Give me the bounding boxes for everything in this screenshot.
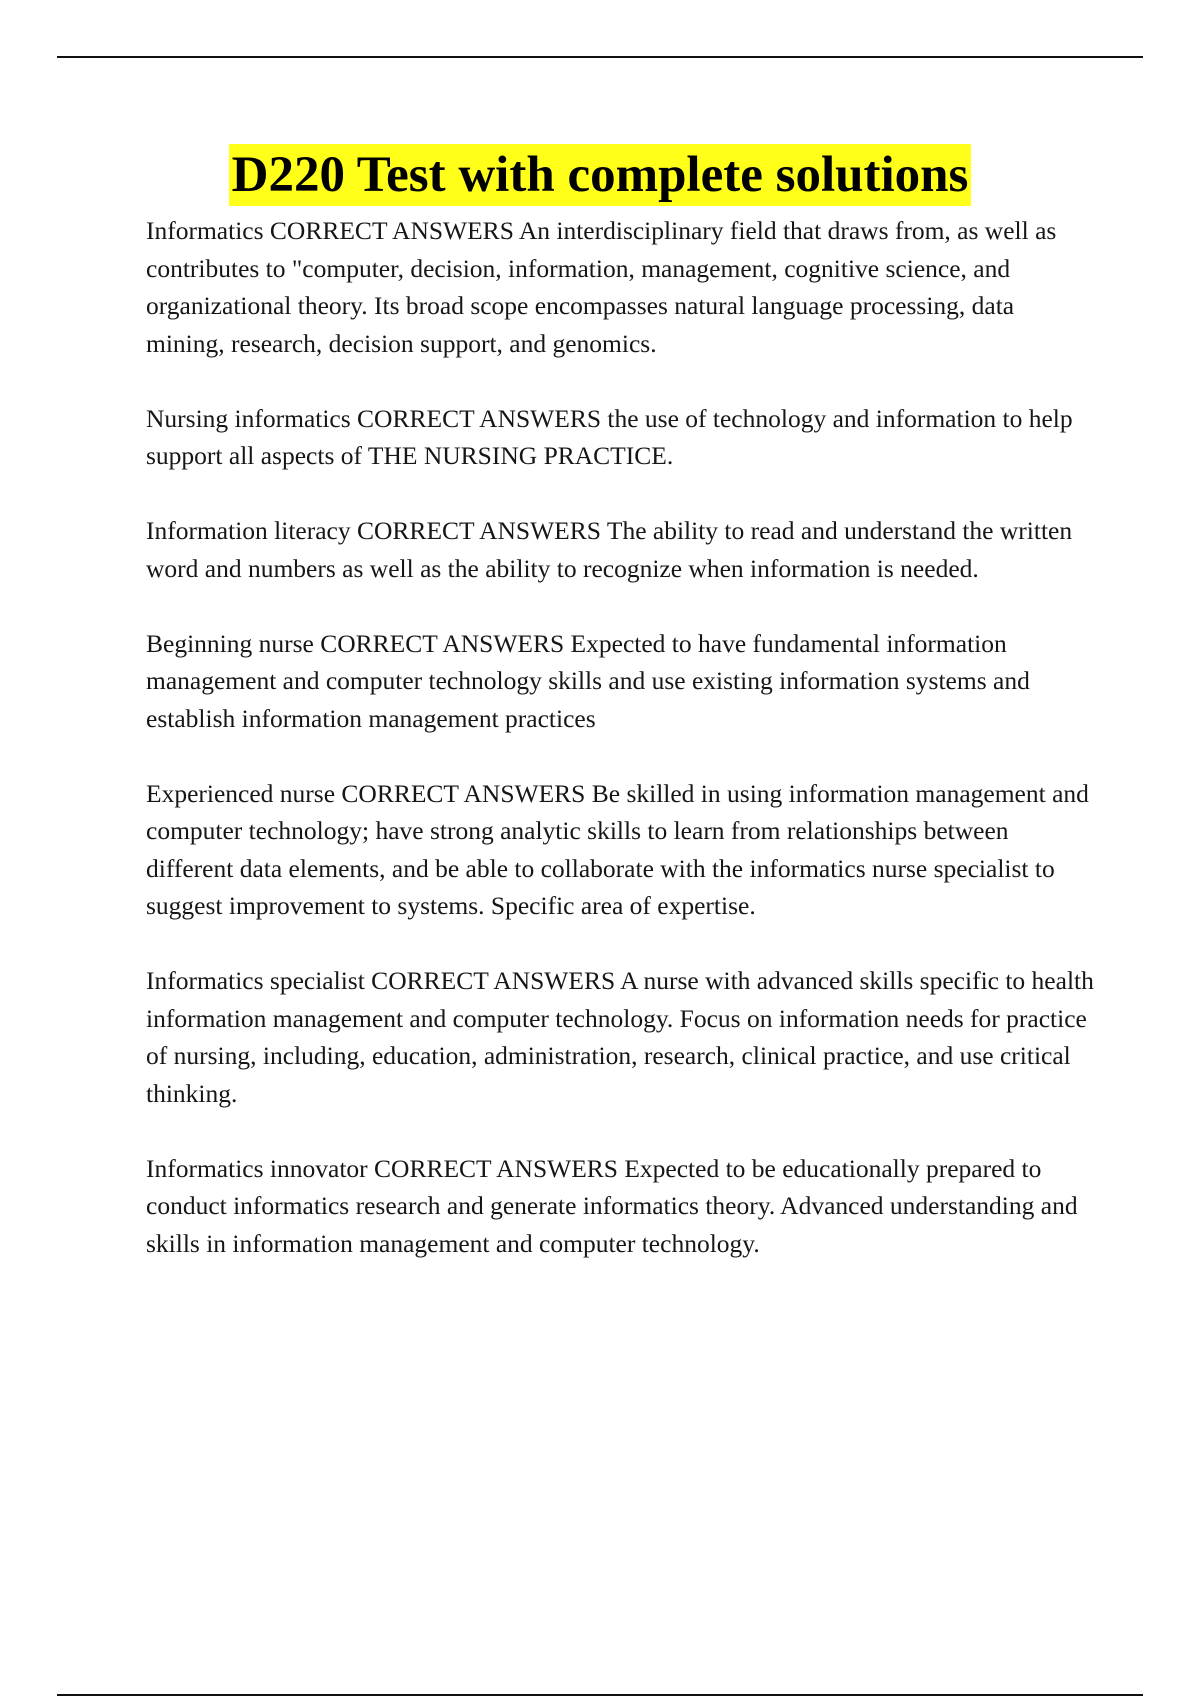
title-container bbox=[0, 144, 1200, 206]
entry-nursing-informatics: Nursing informatics CORRECT ANSWERS the use of technology and information to help support all aspects of THE NURSING PRACTICE. bbox=[146, 403, 1073, 470]
entry-informatics: Informatics CORRECT ANSWERS An interdisciplinary field that draws from, as well as contributes to "computer, decision, information, management, cognitive science, and organizational theory. Its broad scope encompasses natural language processing, data mining, research, decision support, and genomics. bbox=[146, 216, 1057, 358]
entry-experienced-nurse: Experienced nurse CORRECT ANSWERS Be skilled in using information management and computer technology; have strong analytic skills to learn from relationships between different data elements, and be able to collaborate with the informatics nurse specialist to suggest improvement to systems. Specific area of expertise. bbox=[146, 778, 1089, 920]
entry-information-literacy: Information literacy CORRECT ANSWERS The ability to read and understand the written word and numbers as well as the ability to recognize when information is needed. bbox=[146, 516, 1073, 583]
footer-rule bbox=[57, 1694, 1143, 1696]
header-rule bbox=[57, 56, 1143, 58]
document-body bbox=[146, 212, 1096, 1300]
document-title: D220 Test with complete solutions bbox=[229, 144, 972, 206]
entry-informatics-innovator: Informatics innovator CORRECT ANSWERS Expected to be educationally prepared to conduct informatics research and generate informatics theory. Advanced understanding and skills in information management and computer technology. bbox=[146, 1153, 1078, 1258]
entry-beginning-nurse: Beginning nurse CORRECT ANSWERS Expected to have fundamental information management and computer technology skills and use existing information systems and establish information management practices bbox=[146, 628, 1030, 733]
entry-informatics-specialist: Informatics specialist CORRECT ANSWERS A nurse with advanced skills specific to health information management and computer technology. Focus on information needs for practice of nursing, including, education, administration, research, clinical practice, and use critical thinking. bbox=[146, 966, 1094, 1108]
